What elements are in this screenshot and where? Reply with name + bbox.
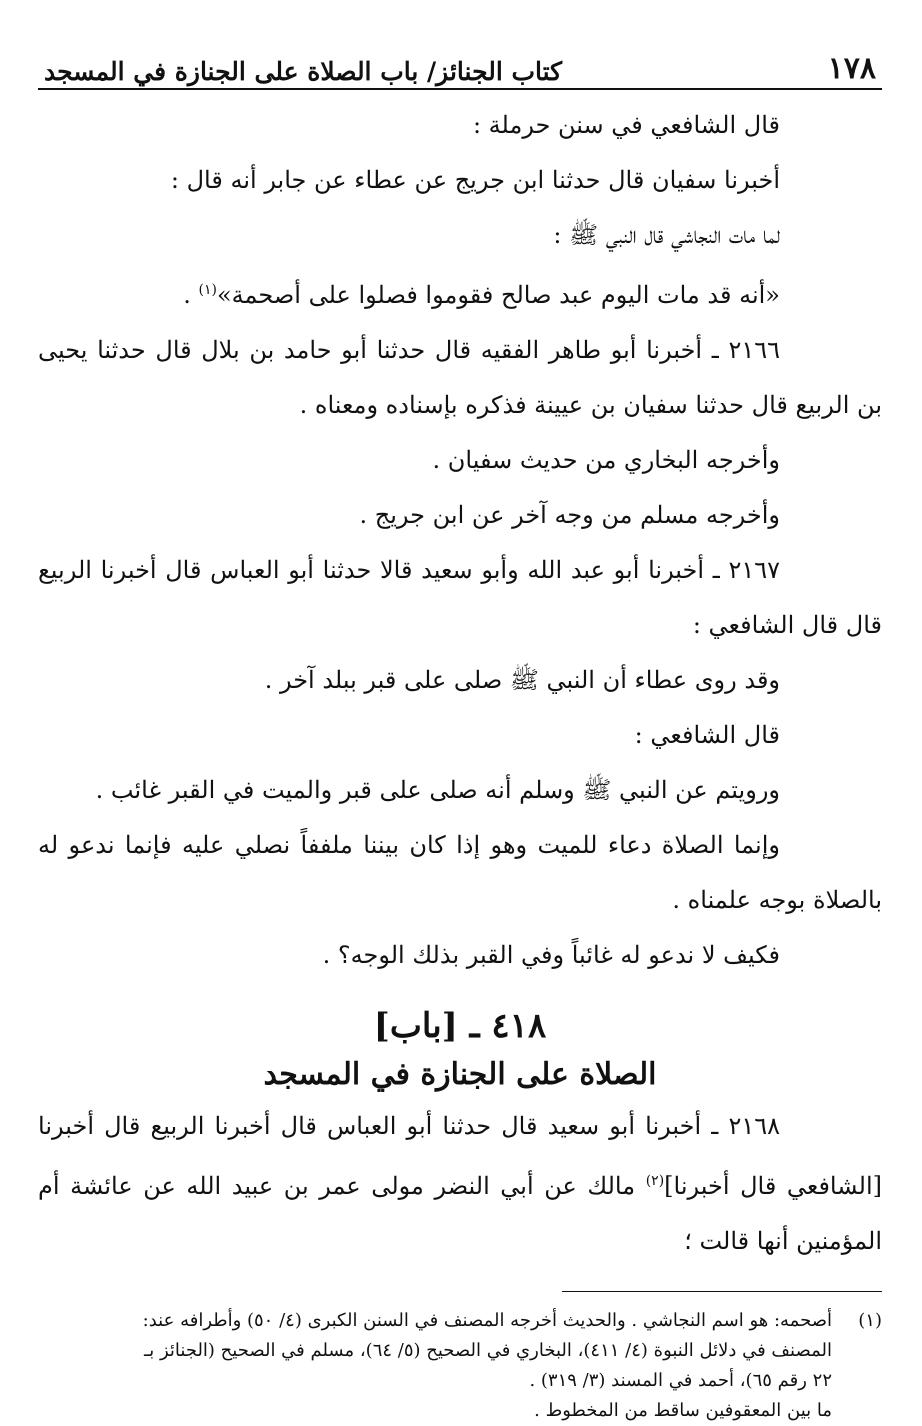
chapter-number: ٤١٨ ـ [باب] bbox=[373, 1006, 547, 1046]
footnote-line: المصنف في دلائل النبوة (٤/ ٤١١)، البخاري في الصحيح (٥/ ٦٤)، مسلم في الصحيح (الجنائز بـ bbox=[143, 1340, 832, 1361]
footnotes bbox=[38, 1306, 882, 1426]
running-title: كتاب الجنائز/ باب الصلاة على الجنازة في المسجد bbox=[44, 57, 563, 86]
hadith-text: مالك عن أبي النضر مولى عمر بن عبيد الله عن عائشة أم المؤمنين أنها قالت ؛ bbox=[38, 1172, 882, 1255]
text-line: لما مات النجاشي قال النبي ﷺ : bbox=[553, 221, 780, 249]
chapter-title: الصلاة على الجنازة في المسجد bbox=[263, 1057, 657, 1092]
hadith-2167: ٢١٦٧ ـ أخبرنا أبو عبد الله وأبو سعيد قالا حدثنا أبو العباس قال أخبرنا الربيع قال قال الشافعي : bbox=[38, 556, 882, 639]
footnote-number: (١) bbox=[858, 1310, 882, 1331]
chapter-heading bbox=[38, 997, 882, 1099]
quoted-hadith: «أنه قد مات اليوم عبد صالح فقوموا فصلوا على أصحمة» bbox=[217, 281, 780, 309]
text-line: فكيف لا ندعو له غائباً وفي القبر بذلك الوجه؟ . bbox=[322, 941, 780, 969]
text-line: ورويتم عن النبي ﷺ وسلم أنه صلى على قبر والميت في القبر غائب . bbox=[95, 776, 780, 804]
footnote-ref-1: (١) bbox=[198, 282, 217, 298]
hadith-text: ٢١٦٨ ـ أخبرنا أبو سعيد قال حدثنا أبو العباس قال أخبرنا الربيع قال أخبرنا [الشافعي قال أخبرنا] bbox=[38, 1112, 882, 1200]
footnote-ref-2: (٢) bbox=[645, 1173, 665, 1189]
hadith-2166: ٢١٦٦ ـ أخبرنا أبو طاهر الفقيه قال حدثنا أبو حامد بن بلال قال حدثنا يحيى بن الربيع قال حدثنا سفيان بن عيينة فذكره بإسناده ومعناه . bbox=[38, 336, 882, 419]
text-line: أخبرنا سفيان قال حدثنا ابن جريج عن عطاء عن جابر أنه قال : bbox=[170, 166, 780, 194]
text-line: وقد روى عطاء أن النبي ﷺ صلى على قبر ببلد آخر . bbox=[264, 666, 780, 694]
text-line: وأخرجه البخاري من حديث سفيان . bbox=[432, 446, 780, 474]
text-line: قال الشافعي : bbox=[634, 721, 780, 749]
page-number: ١٧٨ bbox=[827, 51, 876, 86]
paragraph: وإنما الصلاة دعاء للميت وهو إذا كان بيننا ملففاً نصلي عليه فإنما ندعو له بالصلاة بوجه علمناه . bbox=[38, 831, 882, 914]
footnote-divider bbox=[562, 1291, 882, 1292]
footnote-2: ما بين المعقوفين ساقط من المخطوط . bbox=[534, 1400, 832, 1421]
main-text bbox=[38, 98, 882, 1269]
hadith-2168 bbox=[38, 1099, 882, 1269]
text-line: «أنه قد مات اليوم عبد صالح فقوموا فصلوا على أصحمة»$^{(١)}$ . bbox=[183, 281, 780, 309]
text-line: وأخرجه مسلم من وجه آخر عن ابن جريج . bbox=[359, 501, 780, 529]
text-line: قال الشافعي في سنن حرملة : bbox=[472, 111, 780, 139]
footnote-line: ٢٢ رقم ٦٥)، أحمد في المسند (٣/ ٣١٩) . bbox=[529, 1370, 832, 1391]
page-header bbox=[38, 40, 882, 90]
footnote-text: أصحمه: هو اسم النجاشي . والحديث أخرجه المصنف في السنن الكبرى (٤/ ٥٠) وأطرافه عند: bbox=[142, 1310, 832, 1331]
footnote-1 bbox=[38, 1306, 882, 1336]
